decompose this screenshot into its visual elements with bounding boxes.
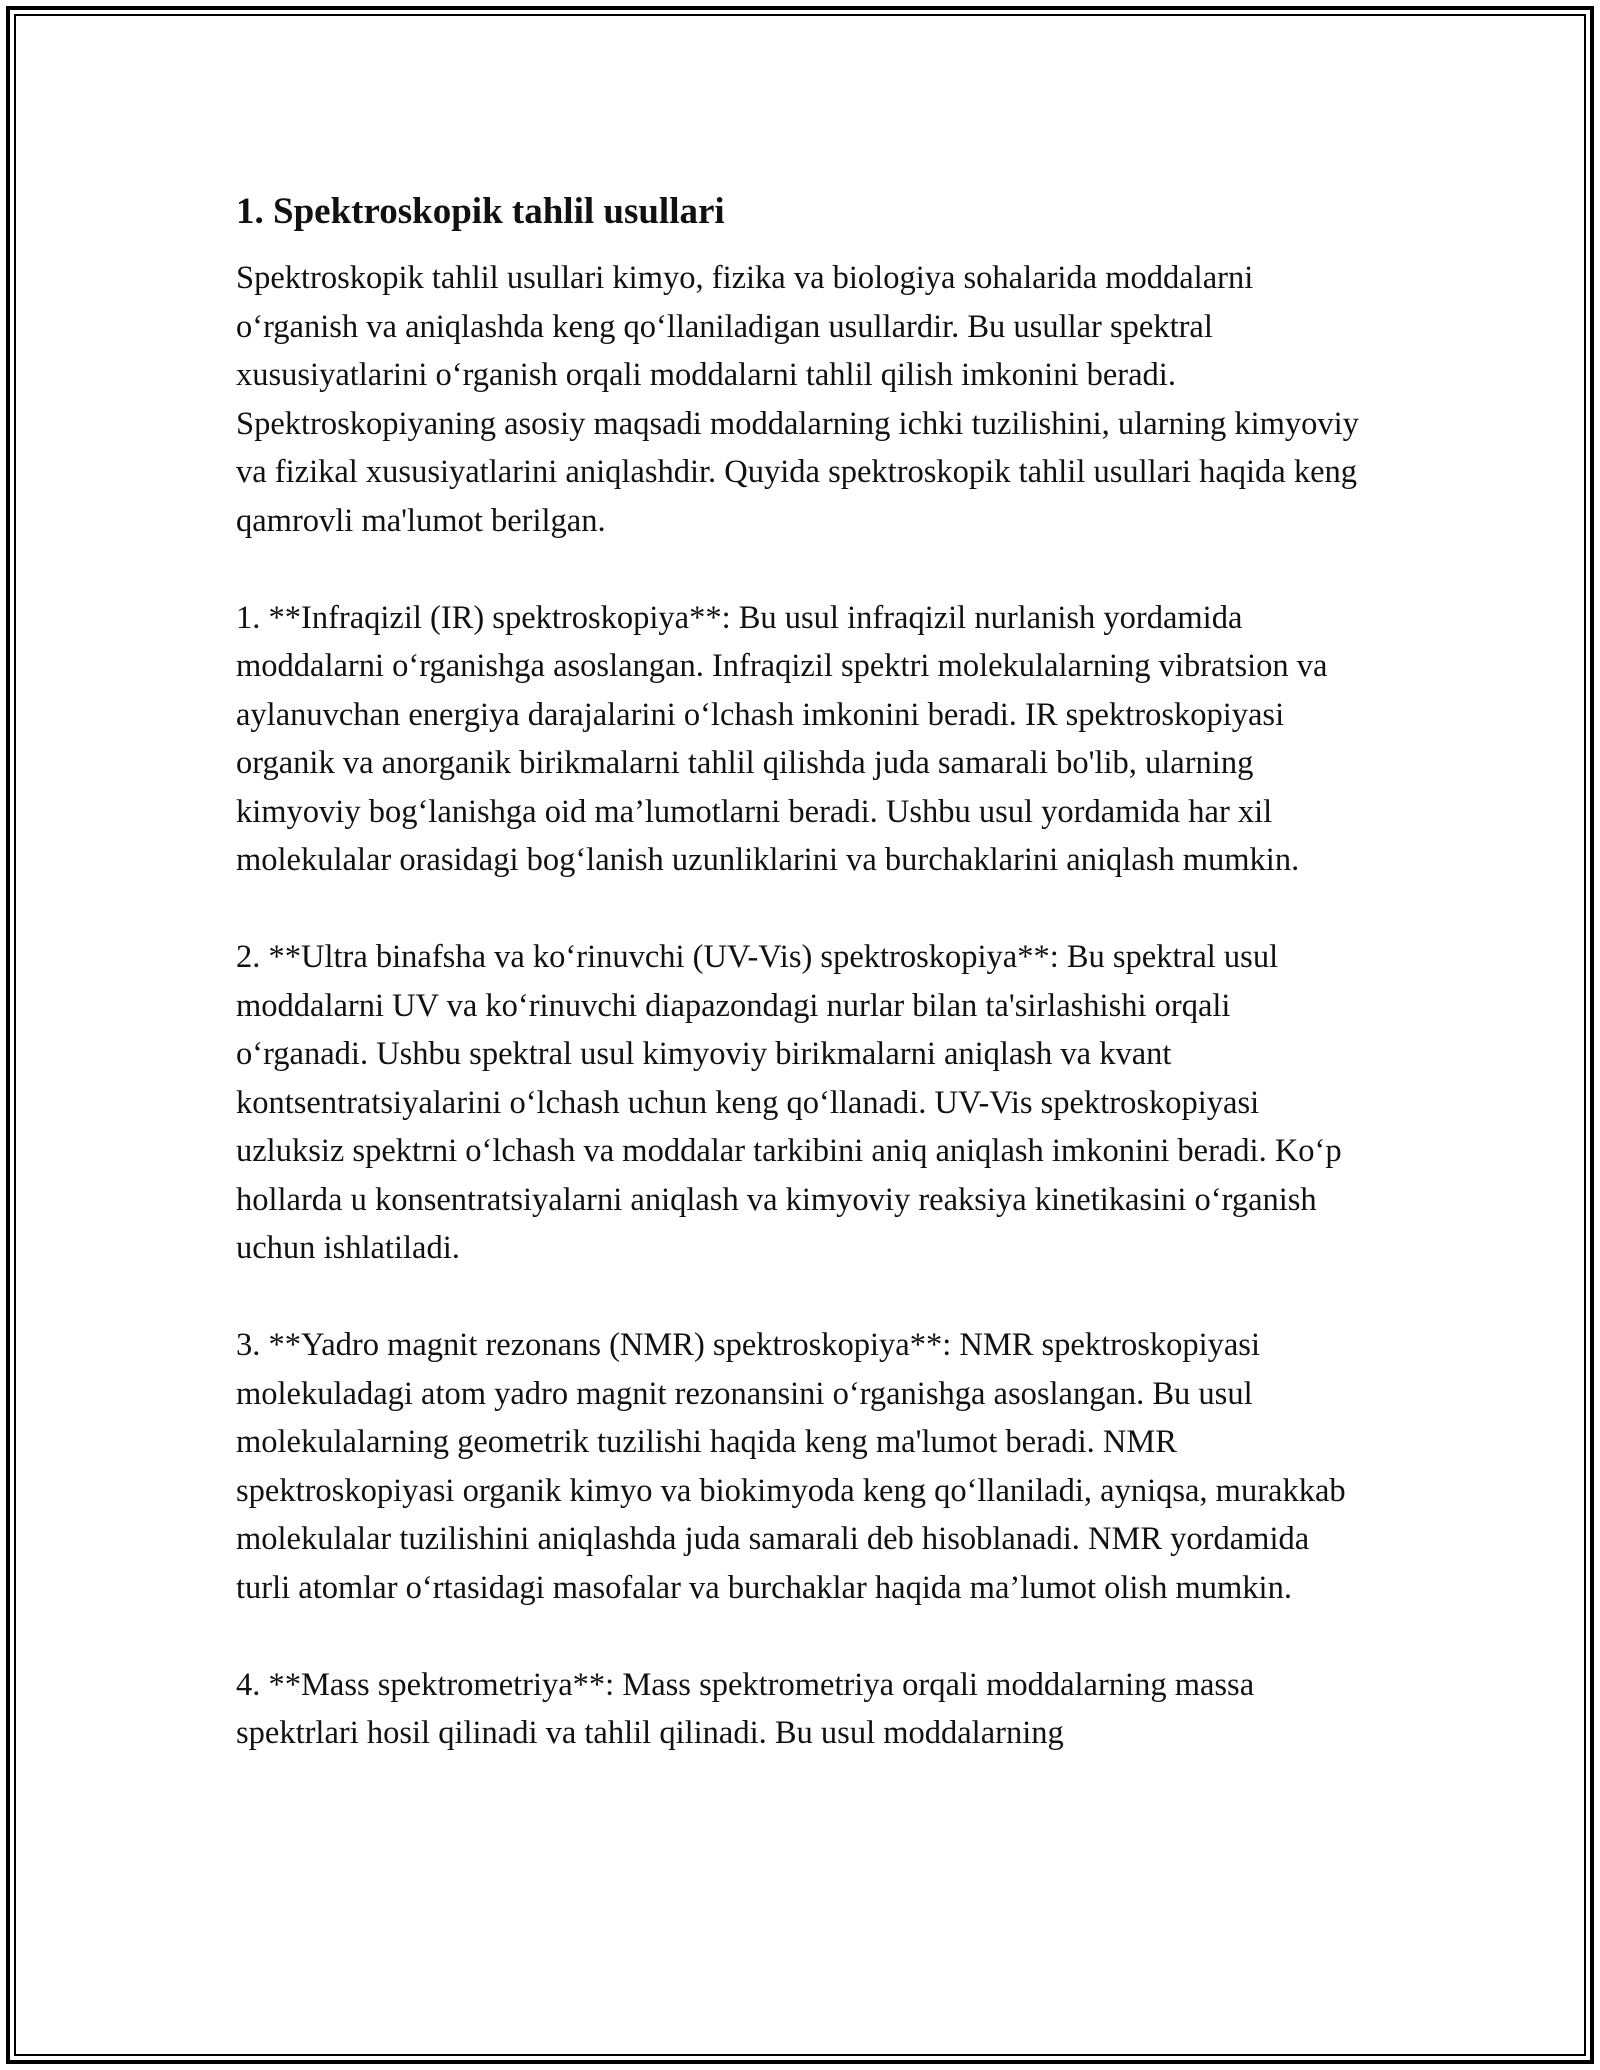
document-body	[236, 186, 1366, 1806]
section-heading: 1. Spektroskopik tahlil usullari	[236, 191, 725, 232]
uv-vis-spectroscopy-paragraph: 2. **Ultra binafsha va ko‘rinuvchi (UV-Vis) spektroskopiya**: Bu spektral usul moddalarni UV va ko‘rinuvchi diapazondagi nurlar bilan ta'sirlashishi orqali o‘rganadi. Ushbu spektral usul kimyoviy birikmalarni aniqlash va kvant kontsentratsiyalarini o‘lchash uchun keng qo‘llanadi. UV-Vis spektroskopiyasi uzluksiz spektrni o‘lchash va moddalar tarkibini aniq aniqlash imkonini beradi. Ko‘p hollarda u konsentratsiyalarni aniqlash va kimyoviy reaksiya kinetikasini o‘rganish uchun ishlatiladi.	[236, 939, 1342, 1266]
ir-spectroscopy-paragraph: 1. **Infraqizil (IR) spektroskopiya**: Bu usul infraqizil nurlanish yordamida moddalarni o‘rganishga asoslangan. Infraqizil spektri molekulalarning vibratsion va aylanuvchan energiya darajalarini o‘lchash imkonini beradi. IR spektroskopiyasi organik va anorganik birikmalarni tahlil qilishda juda samarali bo'lib, ularning kimyoviy bog‘lanishga oid ma’lumotlarni beradi. Ushbu usul yordamida har xil molekulalar orasidagi bog‘lanish uzunliklarini va burchaklarini aniqlash mumkin.	[236, 599, 1328, 878]
intro-paragraph: Spektroskopik tahlil usullari kimyo, fizika va biologiya sohalarida moddalarni o‘rganish va aniqlashda keng qo‘llaniladigan usullardir. Bu usullar spektral xususiyatlarini o‘rganish orqali moddalarni tahlil qilish imkonini beradi. Spektroskopiyaning asosiy maqsadi moddalarning ichki tuzilishini, ularning kimyoviy va fizikal xususiyatlarini aniqlashdir. Quyida spektroskopik tahlil usullari haqida keng qamrovli ma'lumot berilgan.	[236, 260, 1359, 539]
mass-spectrometry-paragraph: 4. **Mass spektrometriya**: Mass spektrometriya orqali moddalarning massa spektrlari hosil qilinadi va tahlil qilinadi. Bu usul moddalarning	[236, 1666, 1255, 1751]
nmr-spectroscopy-paragraph: 3. **Yadro magnit rezonans (NMR) spektroskopiya**: NMR spektroskopiyasi molekuladagi atom yadro magnit rezonansini o‘rganishga asoslangan. Bu usul molekulalarning geometrik tuzilishi haqida keng ma'lumot beradi. NMR spektroskopiyasi organik kimyo va biokimyoda keng qo‘llaniladi, ayniqsa, murakkab molekulalar tuzilishini aniqlashda juda samarali deb hisoblanadi. NMR yordamida turli atomlar o‘rtasidagi masofalar va burchaklar haqida ma’lumot olish mumkin.	[236, 1327, 1346, 1606]
